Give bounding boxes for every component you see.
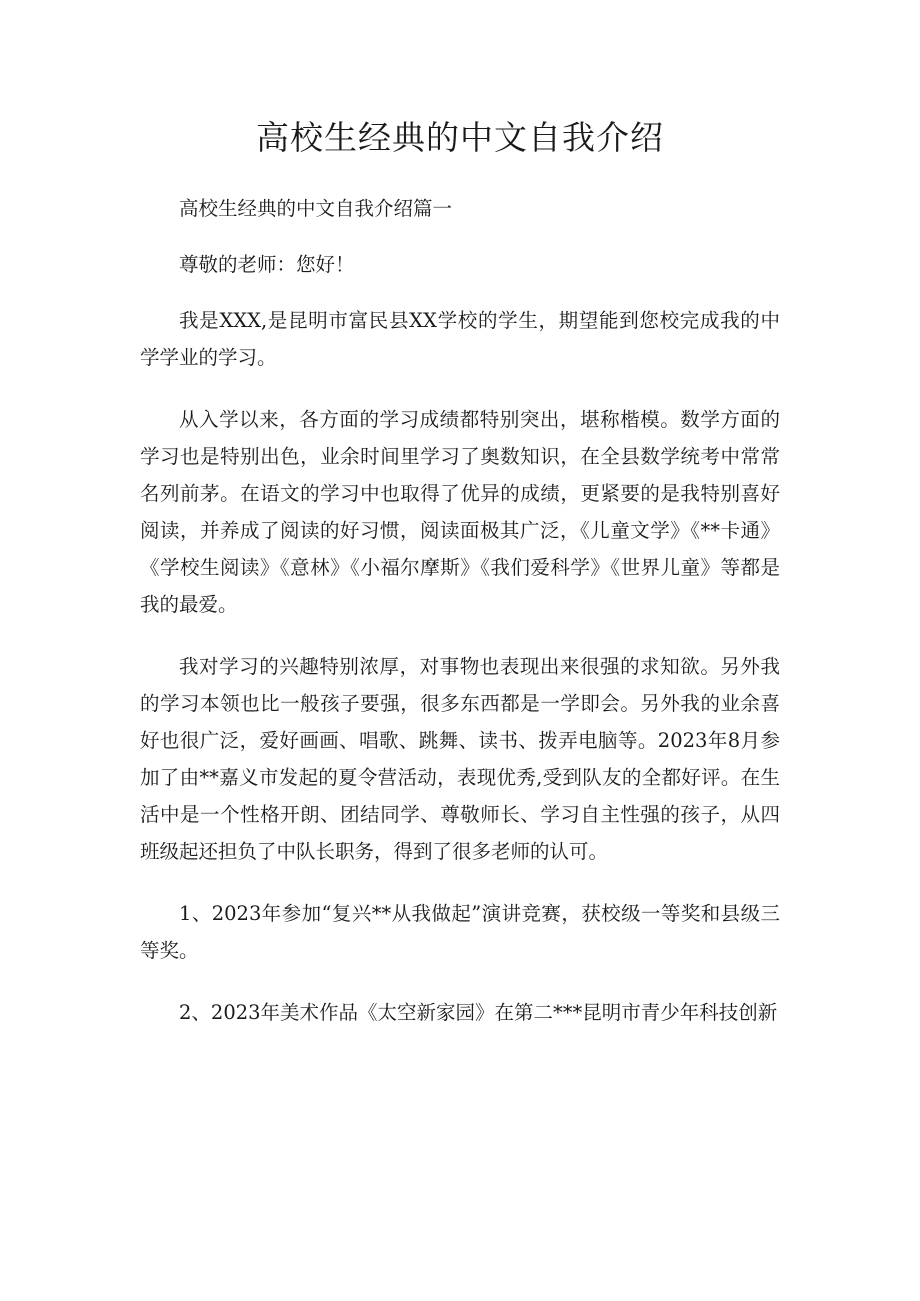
greeting: 尊敬的老师：您好！ xyxy=(179,253,355,276)
paragraph-intro: 我是XXX,是昆明市富民县XX学校的学生，期望能到您校完成我的中学学业的学习。 xyxy=(140,309,780,369)
paragraph-award-2: 2、2023年美术作品《太空新家园》在第二***昆明市青少年科技创新 xyxy=(179,1001,778,1024)
paragraph-interests: 我对学习的兴趣特别浓厚，对事物也表现出来很强的求知欲。另外我的学习本领也比一般孩子要强，很多东西都是一学即会。另外我的业余喜好也很广泛，爱好画画、唱歌、跳舞、读书、拨弄电脑等。2023年8月参加了由**嘉义市发起的夏令营活动，表现优秀,受到队友的全都好评。在生活中是一个性格开朗、团结同学、尊敬师长、学习自主性强的孩子，从四班级起还担负了中队长职务，得到了很多老师的认可。 xyxy=(140,655,780,863)
document-body xyxy=(140,190,780,1056)
document-title: 高校生经典的中文自我介绍 xyxy=(256,118,664,157)
paragraph-award-1: 1、2023年参加“复兴**从我做起”演讲竞赛，获校级一等奖和县级三等奖。 xyxy=(140,902,780,962)
section-heading: 高校生经典的中文自我介绍篇一 xyxy=(179,197,453,220)
paragraph-academics: 从入学以来，各方面的学习成绩都特别突出，堪称楷模。数学方面的学习也是特别出色，业余时间里学习了奥数知识，在全县数学统考中常常名列前茅。在语文的学习中也取得了优异的成绩，更紧要的是我特别喜好阅读，并养成了阅读的好习惯，阅读面极其广泛，《儿童文学》《**卡通》《学校生阅读》《意林》《小福尔摩斯》《我们爱科学》《世界儿童》等都是我的最爱。 xyxy=(140,408,780,616)
